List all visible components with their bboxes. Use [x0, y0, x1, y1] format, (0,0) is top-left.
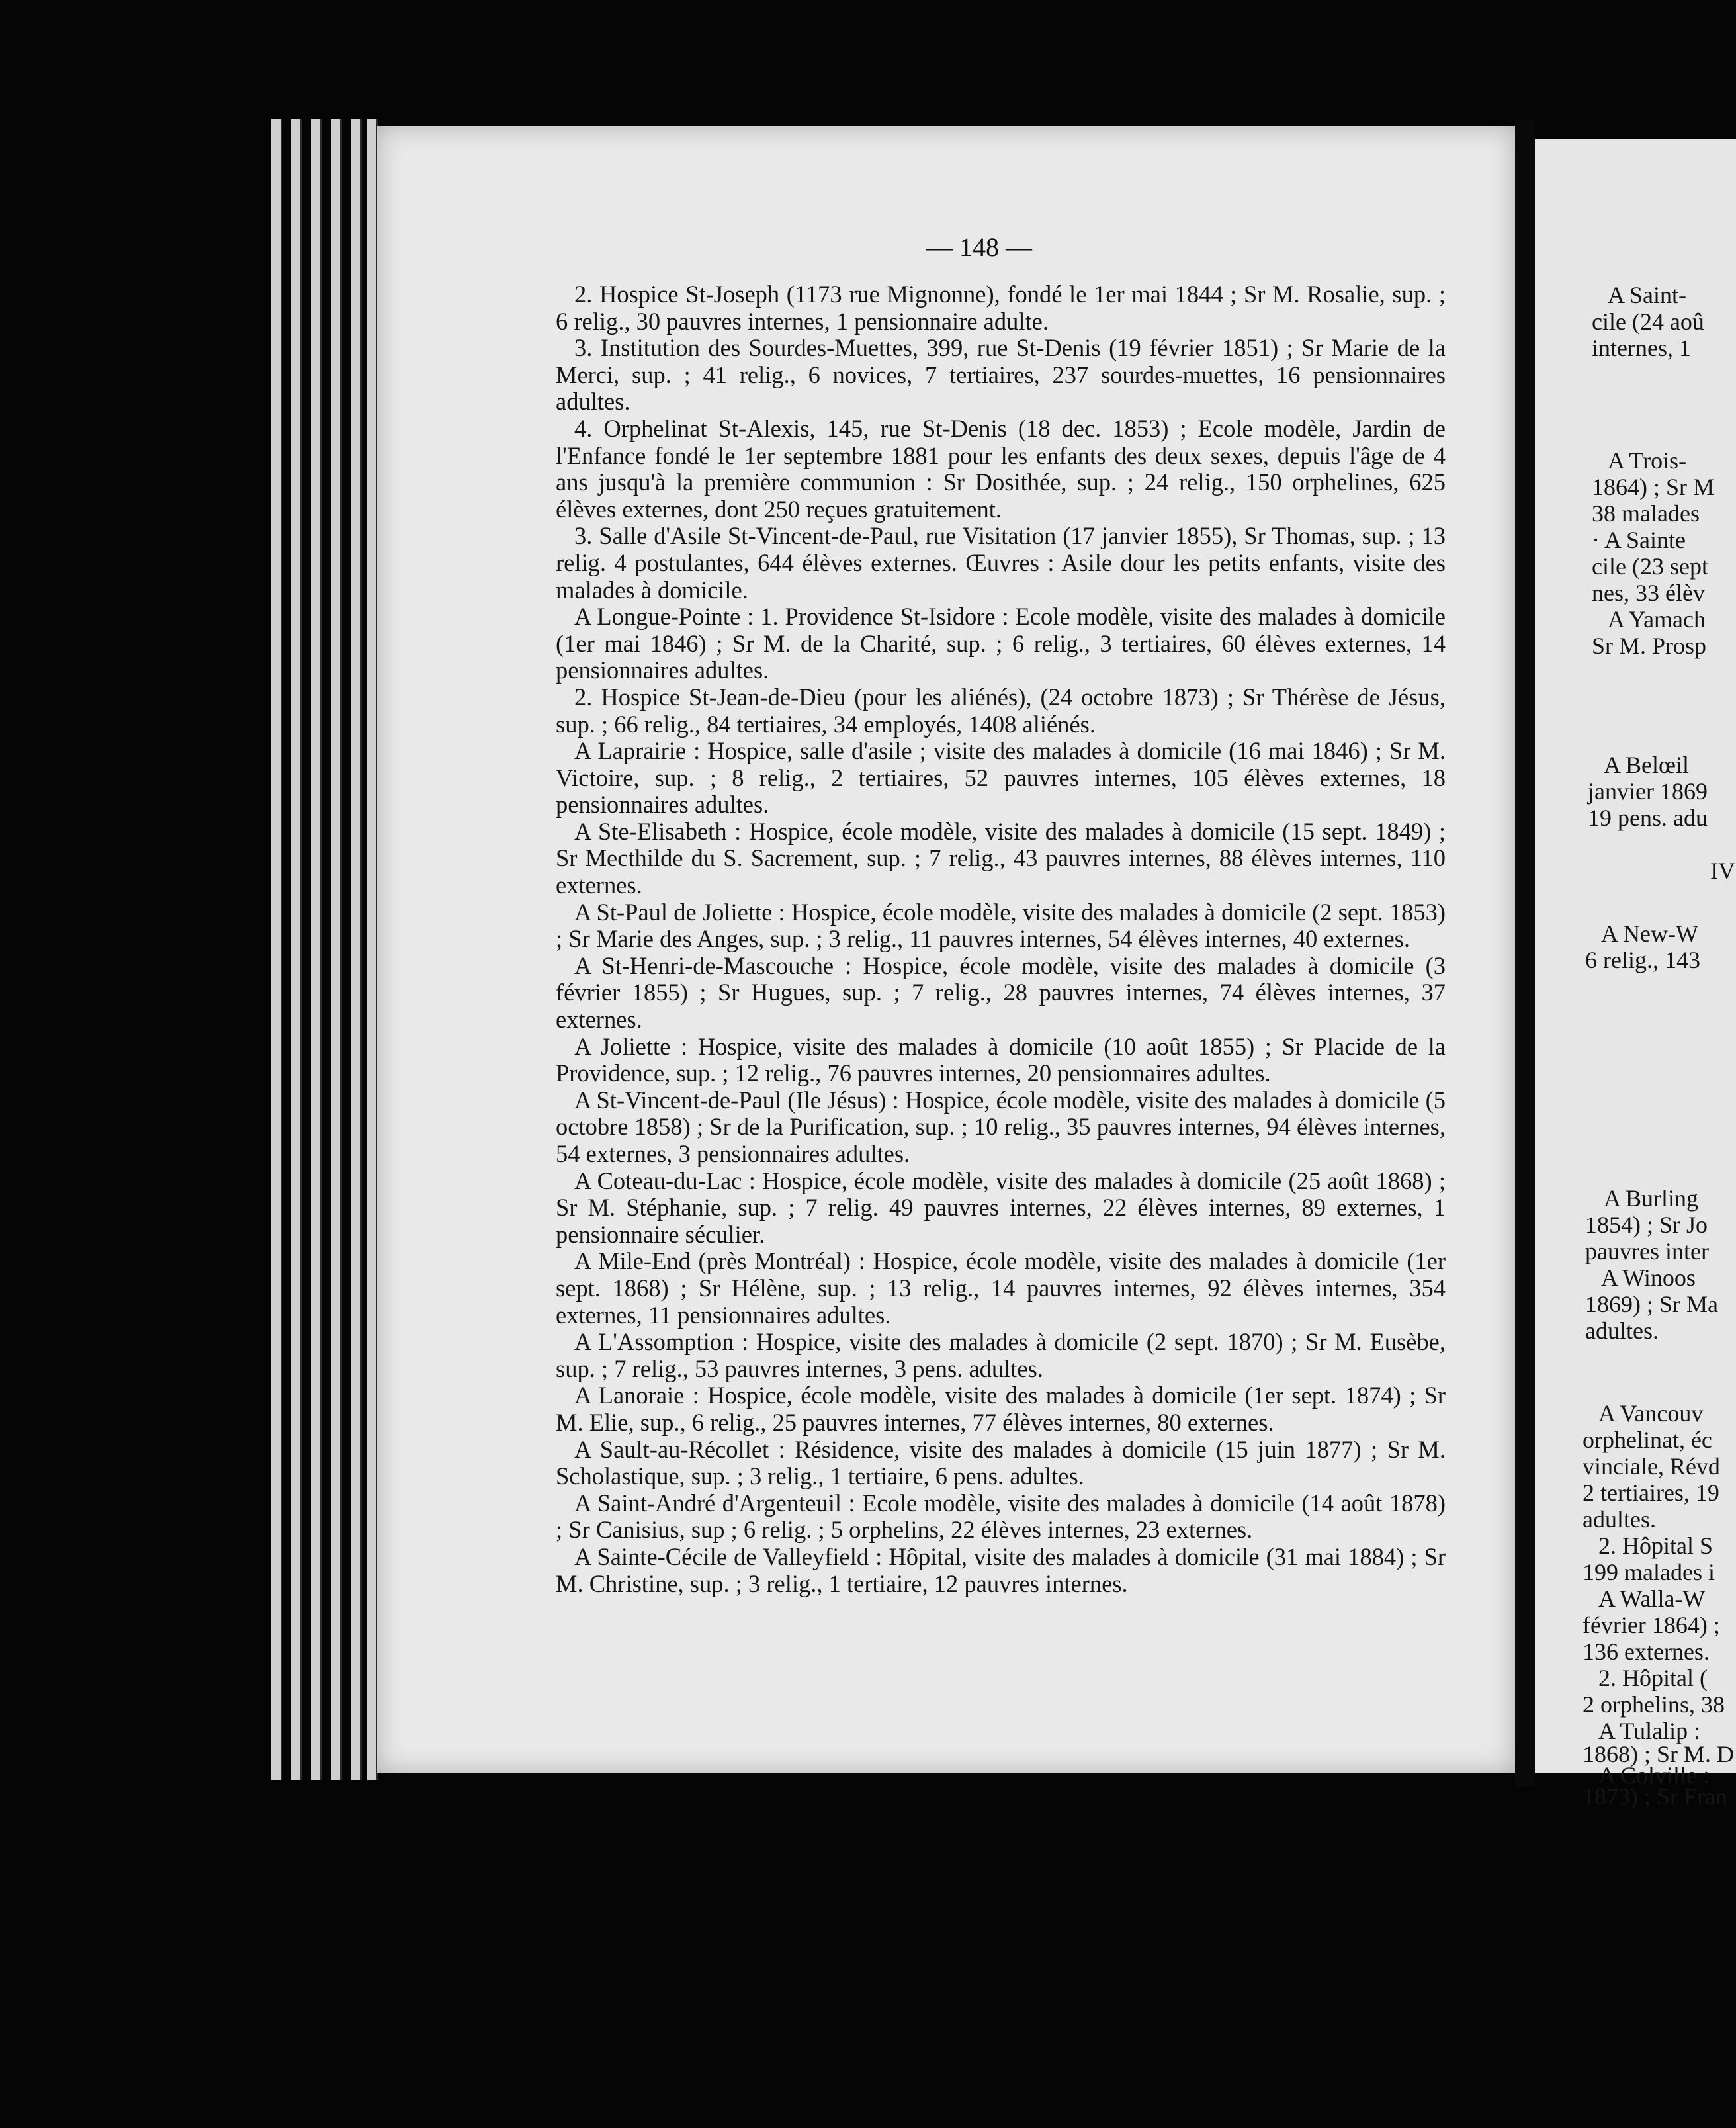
right-page-line: 2. Hôpital S — [1598, 1532, 1714, 1559]
right-page-line: 2 orphelins, 38 — [1583, 1691, 1725, 1718]
paragraph: A L'Assomption : Hospice, visite des malades à domicile (2 sept. 1870) ; Sr M. Eusèbe, sup. ; 7 relig., 53 pauvres internes, 3 pens. adultes. — [556, 1328, 1446, 1382]
right-page-line: A Saint- — [1608, 282, 1687, 308]
right-page-line: 1864) ; Sr M — [1592, 474, 1715, 500]
page-edge — [271, 119, 282, 1780]
paragraph: A Joliette : Hospice, visite des malades à domicile (10 août 1855) ; Sr Placide de la Providence, sup. ; 12 relig., 76 pauvres internes, 20 pensionnaires adultes. — [556, 1032, 1446, 1087]
right-page-line: 1869) ; Sr Ma — [1585, 1291, 1718, 1317]
paragraph: 3. Institution des Sourdes-Muettes, 399, rue St-Denis (19 février 1851) ; Sr Marie de la Merci, sup. ; 41 relig., 6 novices, 7 tertiaires, 237 sourdes-muettes, 16 pensionnaires adultes. — [556, 334, 1446, 416]
right-page-line: 2. Hôpital ( — [1598, 1665, 1708, 1691]
right-page-line: vinciale, Révd — [1583, 1453, 1720, 1480]
paragraph: A Longue-Pointe : 1. Providence St-Isidore : Ecole modèle, visite des malades à domicile (1er mai 1846) ; Sr M. de la Charité, sup. ; 6 relig., 3 tertiaires, 60 élèves externes, 14 pensionnaires adultes. — [556, 603, 1446, 684]
right-page-line: 19 pens. adu — [1588, 805, 1708, 831]
right-page-line: 1854) ; Sr Jo — [1585, 1212, 1708, 1238]
right-page-line: 199 malades i — [1583, 1559, 1715, 1585]
right-page-line: A Burling — [1604, 1185, 1699, 1212]
paragraph: 2. Hospice St-Joseph (1173 rue Mignonne), fondé le 1er mai 1844 ; Sr M. Rosalie, sup. ; 6 relig., 30 pauvres internes, 1 pensionnaire adulte. — [556, 281, 1446, 335]
paragraph: 2. Hospice St-Jean-de-Dieu (pour les aliénés), (24 octobre 1873) ; Sr Thérèse de Jésus, sup. ; 66 relig., 84 tertiaires, 34 employés, 1408 aliénés. — [556, 683, 1446, 738]
right-page-line: pauvres inter — [1585, 1238, 1709, 1264]
paragraph: A Sault-au-Récollet : Résidence, visite des malades à domicile (15 juin 1877) ; Sr M. Scholastique, sup. ; 3 relig., 1 tertiaire, 6 pens. adultes. — [556, 1435, 1446, 1490]
right-page-line: 38 malades — [1592, 500, 1700, 527]
right-page-line: 136 externes. — [1583, 1638, 1710, 1665]
right-page-line: A Winoos — [1601, 1264, 1696, 1291]
right-page-line: orphelinat, éc — [1583, 1427, 1712, 1453]
right-page-line: A Trois- — [1608, 447, 1687, 474]
right-page-line: · A Sainte — [1592, 527, 1686, 553]
page-edge — [291, 119, 302, 1780]
right-page-line: adultes. — [1585, 1317, 1659, 1344]
right-page-line: 2 tertiaires, 19 — [1583, 1480, 1719, 1506]
right-page-line: janvier 1869 — [1588, 778, 1708, 805]
paragraph: A Ste-Elisabeth : Hospice, école modèle, visite des malades à domicile (15 sept. 1849) ; Sr Mecthilde du S. Sacrement, sup. ; 7 relig., 43 pauvres internes, 88 élèves internes, 110 externes. — [556, 817, 1446, 899]
right-page-line: A Belœil — [1604, 752, 1690, 778]
paragraph: A St-Paul de Joliette : Hospice, école modèle, visite des malades à domicile (2 sept. 1853) ; Sr Marie des Anges, sup. ; 3 relig., 11 pauvres internes, 54 élèves internes, 40 externes. — [556, 898, 1446, 953]
paragraph: A Lanoraie : Hospice, école modèle, visite des malades à domicile (1er sept. 1874) ; Sr M. Elie, sup., 6 relig., 25 pauvres internes, 77 élèves internes, 80 externes. — [556, 1382, 1446, 1436]
page-number: — 148 — — [926, 232, 1032, 262]
right-page-line: février 1864) ; — [1583, 1612, 1720, 1638]
paragraph: A Mile-End (près Montréal) : Hospice, école modèle, visite des malades à domicile (1er sept. 1868) ; Sr Hélène, sup. ; 13 relig., 14 pauvres internes, 92 élèves internes, 354 externes, 11 pensionnaires adultes. — [556, 1247, 1446, 1329]
right-page-line: A Colville : — [1598, 1762, 1710, 1789]
right-page-line: 1873) ; Sr Fran — [1583, 1783, 1727, 1810]
paragraph: A Laprairie : Hospice, salle d'asile ; visite des malades à domicile (16 mai 1846) ; Sr M. Victoire, sup. ; 8 relig., 2 tertiaires, 52 pauvres internes, 105 élèves externes, 18 pensionnaires adultes. — [556, 737, 1446, 819]
page-edge — [311, 119, 322, 1780]
book-gutter — [1515, 119, 1535, 1787]
right-page-line: A Yamach — [1608, 606, 1706, 633]
paragraph: A Saint-André d'Argenteuil : Ecole modèle, visite des malades à domicile (14 août 1878) ; Sr Canisius, sup ; 6 relig. ; 5 orphelins, 22 élèves internes, 23 externes. — [556, 1489, 1446, 1544]
paragraph: 3. Salle d'Asile St-Vincent-de-Paul, rue Visitation (17 janvier 1855), Sr Thomas, sup. ; 13 relig. 4 postulantes, 644 élèves externes. Œuvres : Asile dour les petits enfants, visite des malades à domicile. — [556, 522, 1446, 603]
right-page-line: cile (24 aoû — [1592, 308, 1704, 335]
right-page-line: 1868) ; Sr M. D — [1583, 1741, 1735, 1767]
right-page-line: cile (23 sept — [1592, 553, 1708, 580]
paragraph: 4. Orphelinat St-Alexis, 145, rue St-Denis (18 dec. 1853) ; Ecole modèle, Jardin de l'Enfance fondé le 1er septembre 1881 pour les enfants des deux sexes, depuis l'âge de 4 ans jusqu'à la première communion : Sr Dosithée, sup. ; 24 relig., 150 orphelines, 625 élèves externes, dont 250 reçues gratuitement. — [556, 414, 1446, 523]
right-page — [1535, 139, 1736, 1810]
page-edge — [351, 119, 362, 1780]
right-page-line: A Walla-W — [1598, 1585, 1706, 1612]
right-page-line: internes, 1 — [1592, 335, 1691, 361]
page-body — [556, 281, 1446, 1597]
right-page-line: 6 relig., 143 — [1585, 947, 1700, 973]
right-page-line: A Vancouv — [1598, 1400, 1704, 1427]
right-page-line: A New-W — [1601, 920, 1698, 947]
right-page-line: nes, 33 élèv — [1592, 580, 1705, 606]
paragraph: A St-Vincent-de-Paul (Ile Jésus) : Hospice, école modèle, visite des malades à domicile (5 octobre 1858) ; Sr de la Purification, sup. ; 10 relig., 35 pauvres internes, 94 élèves internes, 54 externes, 3 pensionnaires adultes. — [556, 1086, 1446, 1167]
page-edge — [331, 119, 342, 1780]
right-page-line: A Tulalip : — [1598, 1718, 1701, 1744]
right-page-line: IV — [1710, 858, 1735, 884]
right-page-line: adultes. — [1583, 1506, 1656, 1532]
paragraph: A St-Henri-de-Mascouche : Hospice, école modèle, visite des malades à domicile (3 février 1855) ; Sr Hugues, sup. ; 7 relig., 28 pauvres internes, 74 élèves internes, 37 externes. — [556, 952, 1446, 1034]
right-page-line: Sr M. Prosp — [1592, 633, 1707, 659]
paragraph: A Sainte-Cécile de Valleyfield : Hôpital, visite des malades à domicile (31 mai 1884) ; Sr M. Christine, sup. ; 3 relig., 1 tertiaire, 12 pauvres internes. — [556, 1542, 1446, 1597]
paragraph: A Coteau-du-Lac : Hospice, école modèle, visite des malades à domicile (25 août 1868) ; Sr M. Stéphanie, sup. ; 7 relig. 49 pauvres internes, 22 élèves internes, 89 externes, 1 pensionnaire séculier. — [556, 1167, 1446, 1248]
